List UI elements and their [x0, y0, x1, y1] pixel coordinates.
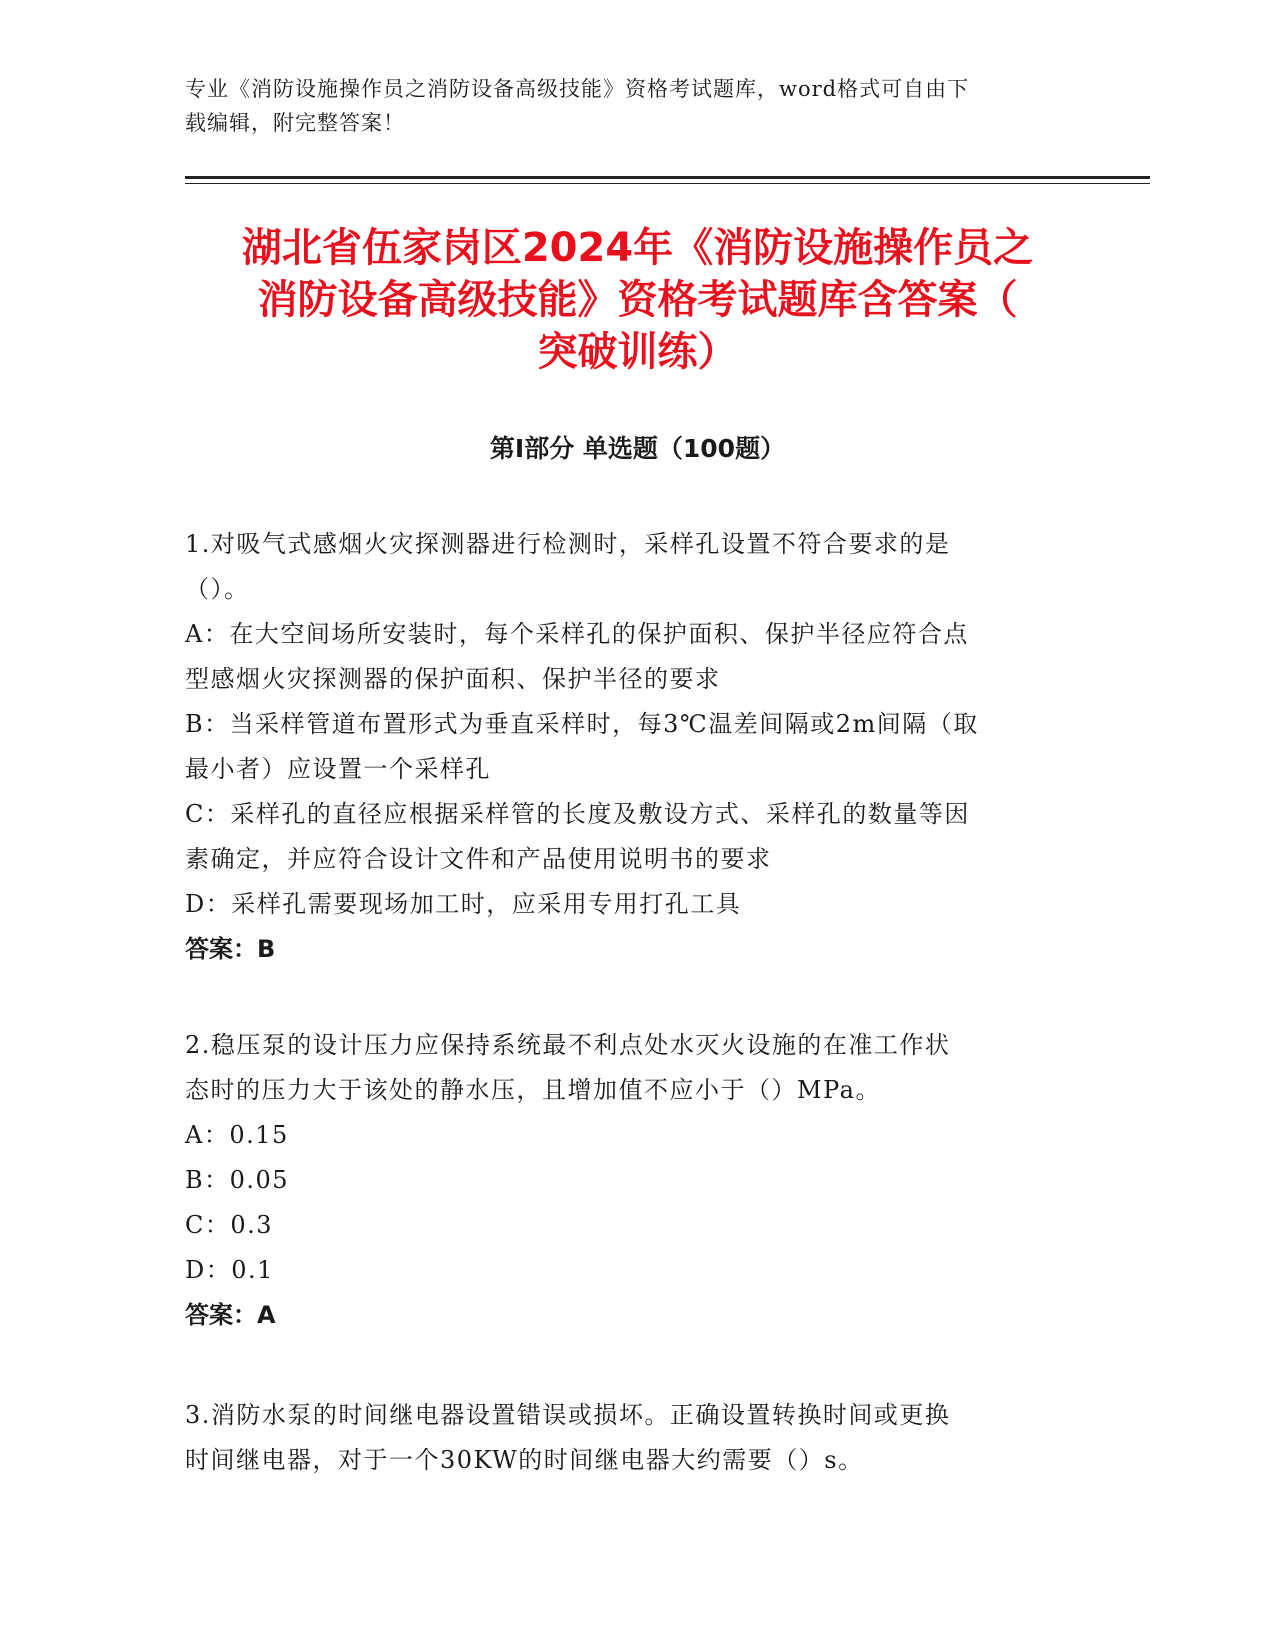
option-b: B：0.05 — [185, 1166, 290, 1194]
option-a: 型感烟火灾探测器的保护面积、保护半径的要求 — [185, 665, 721, 693]
header-rule-thin — [185, 183, 1150, 184]
document-title-line-1: 湖北省伍家岗区2024年《消防设施操作员之 — [241, 225, 1034, 271]
question-2 — [185, 1023, 1065, 1338]
answer: 答案：B — [185, 935, 276, 963]
document-title-line-2: 消防设备高级技能》资格考试题库含答案（ — [257, 277, 1018, 323]
document-title — [170, 222, 1105, 378]
header-note-line-2: 载编辑，附完整答案！ — [185, 111, 405, 135]
option-d: D：0.1 — [185, 1256, 274, 1284]
answer: 答案：A — [185, 1301, 276, 1329]
option-c: C：采样孔的直径应根据采样管的长度及敷设方式、采样孔的数量等因 — [185, 800, 970, 828]
question-1 — [185, 522, 1065, 972]
option-a: A：在大空间场所安装时，每个采样孔的保护面积、保护半径应符合点 — [185, 620, 969, 648]
document-title-line-3: 突破训练） — [537, 329, 738, 375]
option-d: D：采样孔需要现场加工时，应采用专用打孔工具 — [185, 890, 742, 918]
option-b: 最小者）应设置一个采样孔 — [185, 755, 491, 783]
header-note-line-1: 专业《消防设施操作员之消防设备高级技能》资格考试题库，word格式可自由下 — [185, 77, 970, 101]
option-c: 素确定，并应符合设计文件和产品使用说明书的要求 — [185, 845, 772, 873]
question-stem: 1.对吸气式感烟火灾探测器进行检测时，采样孔设置不符合要求的是 — [185, 530, 951, 558]
question-stem: 2.稳压泵的设计压力应保持系统最不利点处水灭火设施的在准工作状 — [185, 1031, 951, 1059]
option-a: A：0.15 — [185, 1121, 289, 1149]
header-rule-thick — [185, 176, 1150, 179]
question-stem: 态时的压力大于该处的静水压，且增加值不应小于（）MPa。 — [185, 1076, 881, 1104]
question-3 — [185, 1393, 1065, 1483]
question-stem: （）。 — [185, 575, 250, 603]
header-note — [185, 72, 1065, 140]
question-stem: 3.消防水泵的时间继电器设置错误或损坏。正确设置转换时间或更换 — [185, 1401, 951, 1429]
option-b: B：当采样管道布置形式为垂直采样时，每3℃温差间隔或2m间隔（取 — [185, 710, 979, 738]
question-stem: 时间继电器，对于一个30KW的时间继电器大约需要（）s。 — [185, 1446, 864, 1474]
section-heading: 第Ⅰ部分 单选题（100题） — [489, 434, 786, 463]
option-c: C：0.3 — [185, 1211, 274, 1239]
